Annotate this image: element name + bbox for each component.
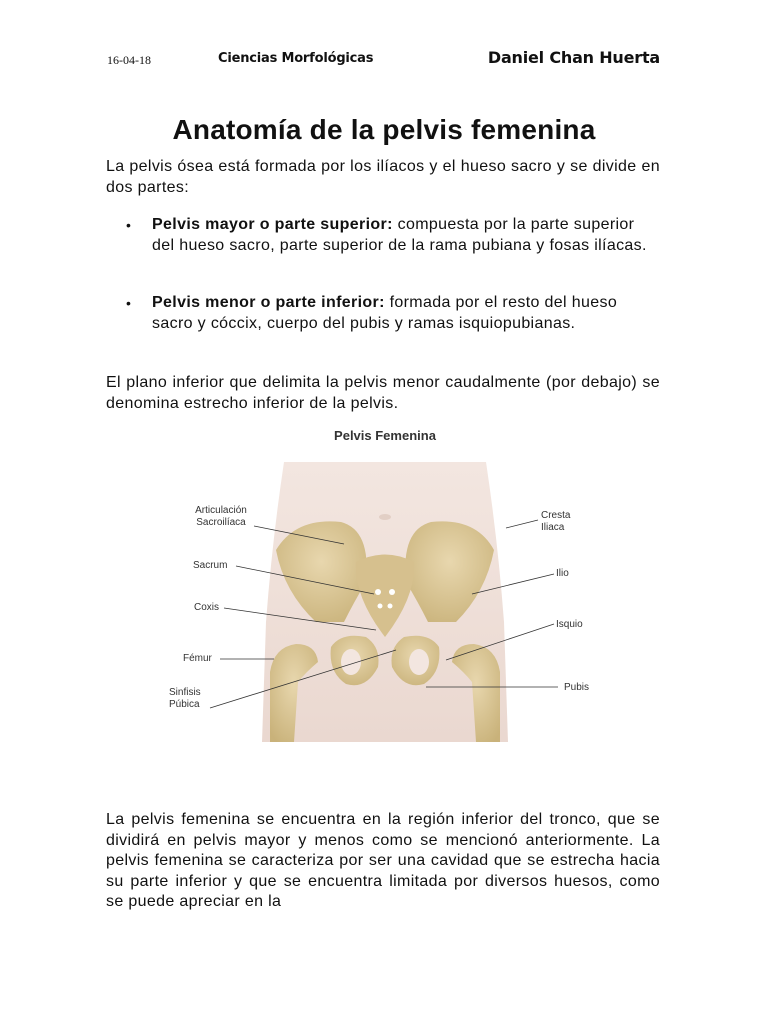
document-title: Anatomía de la pelvis femenina xyxy=(172,114,596,145)
bullet-text: formada por el resto del hueso sacro y cóccix, cuerpo del pubis y ramas isquiopubianas. xyxy=(152,294,618,332)
label-coxis: Coxis xyxy=(194,602,220,613)
bullet-item-pelvis-mayor xyxy=(124,215,660,256)
bullet-dot: • xyxy=(126,295,132,311)
label-sinfisis: Sinfisis Púbica xyxy=(169,687,201,710)
pelvis-illustration xyxy=(166,422,604,752)
bullet-dot: • xyxy=(126,217,132,233)
pelvis-figure xyxy=(166,422,604,752)
header-date: 16-04-18 xyxy=(107,53,151,67)
label-articulacion: Articulación Sacroilíaca xyxy=(195,505,247,528)
bullet-item-pelvis-menor xyxy=(124,293,660,334)
obturator-foramen xyxy=(409,649,429,675)
label-isquio: Isquio xyxy=(556,619,583,630)
page-header xyxy=(0,48,768,72)
label-femur: Fémur xyxy=(183,653,212,664)
label-ilio: Ilio xyxy=(556,568,569,579)
header-author: Daniel Chan Huerta xyxy=(487,48,660,67)
sacral-foramen xyxy=(375,589,381,595)
bullet-text: compuesta por la parte superior del hueso sacro, parte superior de la rama pubiana y fosas ilíacas. xyxy=(152,216,647,254)
figure-title: Pelvis Femenina xyxy=(334,428,436,443)
label-cresta: Cresta Iliaca xyxy=(541,510,571,533)
sacral-foramen xyxy=(378,604,383,609)
sacral-foramen xyxy=(389,589,395,595)
label-sacrum: Sacrum xyxy=(193,560,228,571)
bullet-term: Pelvis mayor o parte superior: xyxy=(152,216,393,233)
intro-paragraph: La pelvis ósea está formada por los ilíacos y el hueso sacro y se divide en dos partes: xyxy=(106,158,660,196)
label-pubis: Pubis xyxy=(564,682,590,693)
paragraph-estrecho: El plano inferior que delimita la pelvis menor caudalmente (por debajo) se denomina estrecho inferior de la pelvis. xyxy=(106,374,660,412)
header-subject: Ciencias Morfológicas xyxy=(218,51,374,66)
bullet-term: Pelvis menor o parte inferior: xyxy=(152,294,385,311)
paragraph-pelvis-femenina: La pelvis femenina se encuentra en la región inferior del tronco, que se dividirá en pelvis mayor y menos como se mencionó anteriormente. La pelvis femenina se caracteriza por ser una cavidad que se estrecha hacia su parte inferior y que se encuentra limitada por diversos huesos, como se puede apreciar en la xyxy=(106,811,660,910)
navel xyxy=(379,514,391,520)
sacral-foramen xyxy=(388,604,393,609)
